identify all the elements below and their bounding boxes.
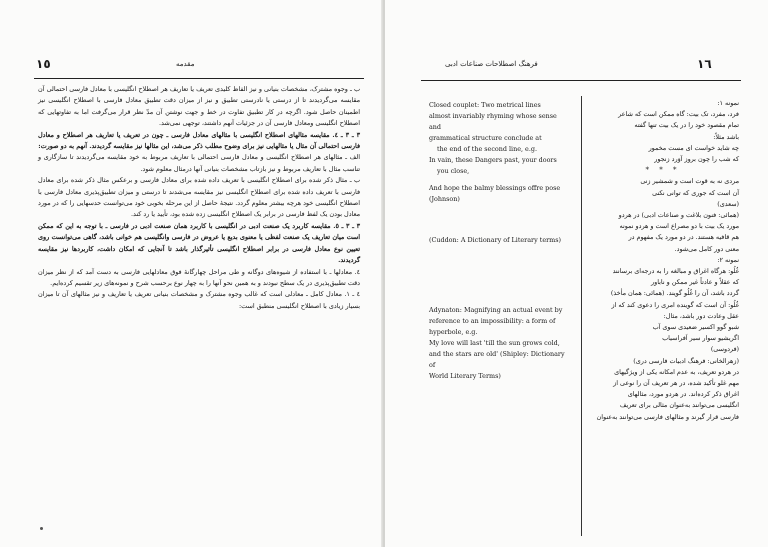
fa-line: که شب را چون بروز آوَرد زنجور	[654, 155, 739, 164]
fa-line: غُلُو: هرگاه اغراق و مبالغه را به درجه‌ای برسانند	[612, 267, 739, 276]
en-line: (Johnson)	[429, 195, 460, 203]
fa-line: آن است که جوری که توانی نکنی	[652, 188, 739, 197]
header-rule	[34, 78, 364, 79]
en-line: Adynaton: Magnifying an actual event by	[429, 306, 563, 314]
fa-line: نمونه ١:	[717, 99, 739, 107]
fa-line: (فردوسی)	[710, 345, 739, 354]
fa-line: غُلُو: آن است که گوینده امری را دعوی کند که از	[611, 300, 739, 309]
en-line: almost invariably rhyming whose sense and	[429, 112, 557, 131]
en-line: In vain, these Dangers past, your doors	[429, 156, 557, 164]
paragraph: ٣ ـ ٣ ـ ٤. مقایسه مثالهای اصطلاح انگلیسی با مثالهای معادل فارسی ـ چون در تعریف یا تعاریف هر اصطلاح و معادل فارسی احتمالی آن مثال یا مثالهایی نیز برای وضوح مطلب ذکر می‌شد، این مثالها نیز مقایسه گردیدند. آنهم به دو صورت:	[38, 130, 361, 151]
fa-line: شبو گوو اکسیر ضعیدی سوی آب	[652, 323, 739, 332]
fa-line: * * *	[645, 166, 681, 175]
fa-line: هم قافیه هستند. در دو مورد یک مفهوم در	[628, 233, 739, 242]
right-page	[385, 0, 768, 547]
english-source-1	[429, 235, 569, 246]
left-page	[0, 0, 383, 547]
fa-line: انگلیسی می‌توانند به‌عنوان مثالی برای تعریف	[619, 401, 739, 410]
fa-line: فرد، مفرد، تک بیت: گاه ممکن است که شاعر	[618, 110, 739, 119]
fa-line: اگریشیو سوار سیر اَفراسیاب	[662, 334, 739, 343]
en-line: Closed couplet: Two metrical lines	[429, 101, 541, 109]
fa-line: نمونه ٢:	[717, 255, 739, 264]
fa-line: مورد یک بیت با دو مصراع است و هردو نمونه	[619, 222, 739, 231]
fa-line: چه شاید خواست ای مست مخمور	[648, 143, 739, 152]
fa-line: (سعدی)	[717, 199, 739, 208]
paragraph: ٤. معادلها ـ با استفاده از شیوه‌های دوگانه و طی مراحل چهارگانهٔ فوق معادلهایی فارسی به دست آمد که از نظر میزان دقت تطبیق‌پذیری در یک سطح نبودند و به همین نحو آنها را به چهار نوع برحسب شرح و نمونه‌های زیر تقسیم کرده‌ایم.	[38, 267, 360, 287]
fa-line: باشد مثلاً:	[713, 132, 739, 141]
fa-line: (همائی: فنون بلاغت و صناعات ادبی) در هردو	[618, 211, 739, 220]
en-line: and the stars are old' (Shipley: Dictionary of	[429, 350, 565, 369]
header-rule	[421, 80, 741, 81]
fa-line: عقل وعادت دور باشد، مثال:	[663, 311, 739, 320]
paragraph: ٤ ـ ١. معادل کامل ـ معادلی است که غالب وجوه مشترک و مشخصات بنیانی تعریف یا تعاریف و نیز مثالهای آن تا میزان بسیار زیادی با اصطلاح انگلیسی منطبق است:	[38, 290, 360, 310]
running-head: فرهنگ اصطلاحات صناعات ادبی	[445, 60, 538, 68]
fa-line: (زهرالخانی: فرهنگ ادبیات فارسی دری)	[633, 356, 739, 365]
en-line: grammatical structure conclude at	[429, 134, 542, 142]
fa-line: معنی دور کامل می‌شود.	[674, 244, 739, 253]
en-line: you close,	[437, 167, 470, 175]
paragraph: ٣ ـ ٣ ـ ٥. مقایسه کاربرد یک صنعت ادبی در انگلیسی با کاربرد همان صنعت ادبی در فارسی ـ با توجه به این که ممکن است میان تعاریف یک صنعت لفظی یا معنوی بدیع یا عروض در فارسی وانگلیسی هم خوانی باشد، گاهی می‌توانست روی تعیین نوع معادل فارسی در برابر اصطلاح انگلیسی تأثیرگذار باشد تا آنجایی که امکان داشت، کاربردها نیز مقایسه گردیدند.	[38, 221, 361, 265]
en-line: reference to an impossibility: a form of	[429, 317, 556, 325]
paragraph: ب ـ وجوه مشترک، مشخصات بنیانی و نیز الفاظ کلیدی تعریف یا تعاریف هر اصطلاح انگلیسی با معادل فارسی احتمالی آن مقایسه می‌گردیدند تا از درستی یا نادرستی تطبیق و نیز از میزان دقت تطبیق معادل فارسی با اصطلاح انگلیسی نیز اطمینان حاصل شود. اگرچه در کار تطبیق تفاوت در خط و جهت نوشتن آن مدّ نظر قرار می‌گرفت اما به تفاوتهایی که اصطلاح انگلیسی ومعادل فارسی آن در جزئیات آنهم داشتند، توجهی نمی‌شد.	[38, 85, 360, 128]
fa-line: فارسی قرار گیرند و مثالهای فارسی می‌توانند به‌عنوان	[596, 412, 739, 421]
en-line: My love will last 'till the sun grows cold,	[429, 339, 560, 347]
en-line: the end of the second line, e.g.	[437, 145, 537, 153]
fa-line: در هردو تعریف، به عدم امکانه یکی از ویژگیهای	[614, 367, 739, 376]
page-mark	[40, 527, 43, 530]
running-head: مقدمه	[176, 60, 195, 68]
column-divider	[581, 96, 582, 536]
en-line: (Cuddon: A Dictionary of Literary terms)	[429, 236, 561, 244]
page-number: ١٦	[697, 57, 712, 71]
page-number: ١٥	[36, 57, 51, 71]
paragraph: الف ـ مثالهای هر اصطلاح انگلیسی و معادل فارسی احتمالی با تعاریف مربوط به خود مقایسه می‌گردیدند تا سازگاری و تناسب مثال با تعاریف مربوط و نیز بازتاب مشخصات بنیانی آنها درمثال معلوم شود.	[38, 153, 360, 173]
fa-line: مهم غلو تأکید شده، در هر تعریف آن را نوعی از	[613, 379, 739, 388]
fa-line: گردد باشد، آن را غُلُو گویند. (همائی: همان مأخذ)	[610, 289, 739, 298]
en-line: World Literary Terms)	[429, 372, 501, 380]
persian-column	[587, 98, 739, 423]
en-line: And hope the balmy blessings offre pose	[429, 184, 561, 192]
left-body	[38, 84, 360, 312]
fa-line: که عقلاً و عادتاً غیر ممکن و ناباور	[651, 278, 739, 287]
en-line: hyperbole, e.g.	[429, 328, 478, 336]
fa-line: مردی نه به قوت است و شمشیر زنی	[640, 177, 739, 186]
english-definition-2	[429, 305, 569, 382]
paragraph: ب ـ مثال ذکر شده برای اصطلاح انگلیسی با تعریف داده شده برای معادل فارسی و برعکس مثال ذکر شده برای معادل فارسی با تعریف داده شده برای اصطلاح انگلیسی نیز مقایسه می‌شدند تا درستی و میزان تطبیق‌پذیری معادل فارسی با اصطلاح انگلیسی خود هرچه بیشتر معلوم گردد. نتیجهٔ حاصل از این مرحله بخوبی خود می‌توانست حدسهایی را که در مورد معادل بودن یک لفظ فارسی در برابر یک اصطلاح انگلیسی زده شده بود، تأیید یا رد کند.	[38, 176, 360, 219]
english-definition-1	[429, 100, 569, 205]
fa-line: تمام مقصود خود را در یک بیت تنها گفته	[634, 121, 739, 130]
fa-line: اغراق ذکر کرده‌اند. در هردو مورد، مثالهای	[627, 390, 739, 399]
